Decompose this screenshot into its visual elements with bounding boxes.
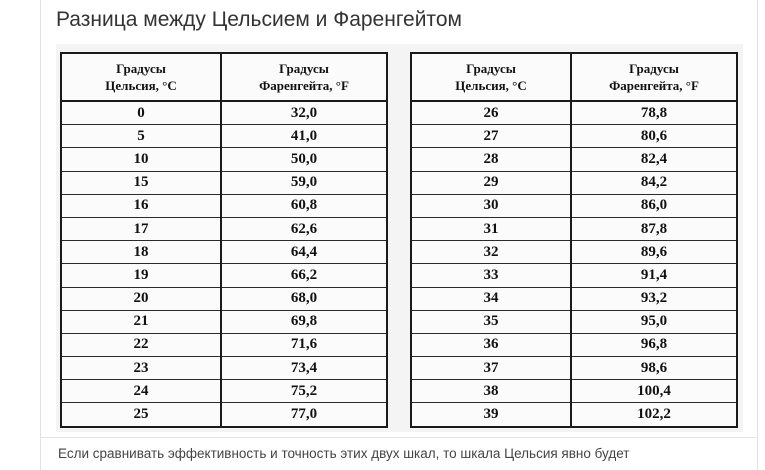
fahrenheit-cell: 80,6 <box>571 125 737 148</box>
celsius-cell: 25 <box>61 403 221 427</box>
celsius-cell: 30 <box>411 194 571 217</box>
fahrenheit-cell: 41,0 <box>221 125 387 148</box>
conversion-table-right <box>410 52 738 428</box>
fahrenheit-cell: 62,6 <box>221 217 387 240</box>
celsius-cell: 28 <box>411 148 571 171</box>
table-row <box>61 171 387 194</box>
page-title: Разница между Цельсием и Фаренгейтом <box>56 8 462 31</box>
celsius-cell: 5 <box>61 125 221 148</box>
divider <box>40 437 756 438</box>
fahrenheit-cell: 98,6 <box>571 357 737 380</box>
table-row <box>61 241 387 264</box>
celsius-cell: 36 <box>411 333 571 356</box>
header-celsius <box>411 53 571 101</box>
header-celsius-line2: Цельсия, °С <box>105 78 177 93</box>
table-row <box>411 357 737 380</box>
table-row <box>411 287 737 310</box>
celsius-cell: 0 <box>61 101 221 125</box>
celsius-cell: 16 <box>61 194 221 217</box>
table-row <box>411 217 737 240</box>
header-celsius-line1: Градусы <box>466 61 516 76</box>
fahrenheit-cell: 100,4 <box>571 380 737 403</box>
table-row <box>61 148 387 171</box>
celsius-cell: 17 <box>61 217 221 240</box>
celsius-cell: 29 <box>411 171 571 194</box>
table-row <box>411 125 737 148</box>
table-row <box>61 357 387 380</box>
fahrenheit-cell: 69,8 <box>221 310 387 333</box>
fahrenheit-cell: 102,2 <box>637 406 671 423</box>
table-row <box>61 403 387 427</box>
celsius-cell: 27 <box>411 125 571 148</box>
fahrenheit-cell: 87,8 <box>571 217 737 240</box>
fahrenheit-cell: 77,0 <box>290 406 318 423</box>
table-row <box>411 310 737 333</box>
table-row <box>411 241 737 264</box>
fahrenheit-cell: 86,0 <box>571 194 737 217</box>
fahrenheit-cell: 50,0 <box>221 148 387 171</box>
header-celsius-line2: Цельсия, °С <box>455 78 527 93</box>
table-row <box>411 194 737 217</box>
table-header-row <box>411 53 737 101</box>
table-header-row <box>61 53 387 101</box>
table-row <box>61 310 387 333</box>
celsius-cell: 31 <box>411 217 571 240</box>
fahrenheit-cell: 96,8 <box>571 333 737 356</box>
fahrenheit-cell: 91,4 <box>571 264 737 287</box>
celsius-cell: 20 <box>61 287 221 310</box>
table-row <box>61 287 387 310</box>
celsius-cell: 33 <box>411 264 571 287</box>
table-row <box>411 171 737 194</box>
celsius-cell: 38 <box>411 380 571 403</box>
fahrenheit-cell: 59,0 <box>221 171 387 194</box>
table-row <box>411 333 737 356</box>
header-fahrenheit-line2: Фаренгейта, °F <box>259 78 349 93</box>
table-row <box>61 217 387 240</box>
celsius-cell: 23 <box>61 357 221 380</box>
conversion-table-image <box>56 44 743 432</box>
celsius-cell: 18 <box>61 241 221 264</box>
celsius-cell: 32 <box>411 241 571 264</box>
celsius-cell: 10 <box>61 148 221 171</box>
fahrenheit-cell: 78,8 <box>571 101 737 125</box>
celsius-cell: 35 <box>411 310 571 333</box>
fahrenheit-cell: 89,6 <box>571 241 737 264</box>
fahrenheit-cell: 60,8 <box>221 194 387 217</box>
fahrenheit-cell: 84,2 <box>571 171 737 194</box>
header-celsius-line1: Градусы <box>116 61 166 76</box>
fahrenheit-cell: 71,6 <box>221 333 387 356</box>
table-row <box>411 380 737 403</box>
celsius-cell: 37 <box>411 357 571 380</box>
fahrenheit-cell: 68,0 <box>221 287 387 310</box>
table-row <box>411 264 737 287</box>
table-row <box>61 380 387 403</box>
table-row <box>411 148 737 171</box>
fahrenheit-cell: 32,0 <box>221 101 387 125</box>
header-fahrenheit <box>571 53 737 101</box>
celsius-cell: 34 <box>411 287 571 310</box>
header-fahrenheit <box>221 53 387 101</box>
conversion-table-left <box>60 52 388 428</box>
fahrenheit-cell: 82,4 <box>571 148 737 171</box>
table-row <box>61 125 387 148</box>
fahrenheit-cell: 73,4 <box>221 357 387 380</box>
celsius-cell: 15 <box>61 171 221 194</box>
fahrenheit-cell: 66,2 <box>221 264 387 287</box>
fahrenheit-cell: 75,2 <box>221 380 387 403</box>
header-fahrenheit-line1: Градусы <box>279 61 329 76</box>
table-row <box>61 101 387 125</box>
table-row <box>61 333 387 356</box>
celsius-cell: 19 <box>61 264 221 287</box>
header-fahrenheit-line2: Фаренгейта, °F <box>609 78 699 93</box>
header-celsius <box>61 53 221 101</box>
fahrenheit-cell: 95,0 <box>571 310 737 333</box>
table-row <box>61 264 387 287</box>
fahrenheit-cell: 93,2 <box>571 287 737 310</box>
celsius-cell: 39 <box>411 403 571 427</box>
celsius-cell: 24 <box>61 380 221 403</box>
celsius-cell: 26 <box>411 101 571 125</box>
header-fahrenheit-line1: Градусы <box>629 61 679 76</box>
table-row <box>411 403 737 427</box>
celsius-cell: 21 <box>61 310 221 333</box>
body-paragraph: Если сравнивать эффективность и точность этих двух шкал, то шкала Цельсия явно будет <box>58 446 630 461</box>
table-row <box>61 194 387 217</box>
table-row <box>411 101 737 125</box>
fahrenheit-cell: 64,4 <box>221 241 387 264</box>
celsius-cell: 22 <box>61 333 221 356</box>
